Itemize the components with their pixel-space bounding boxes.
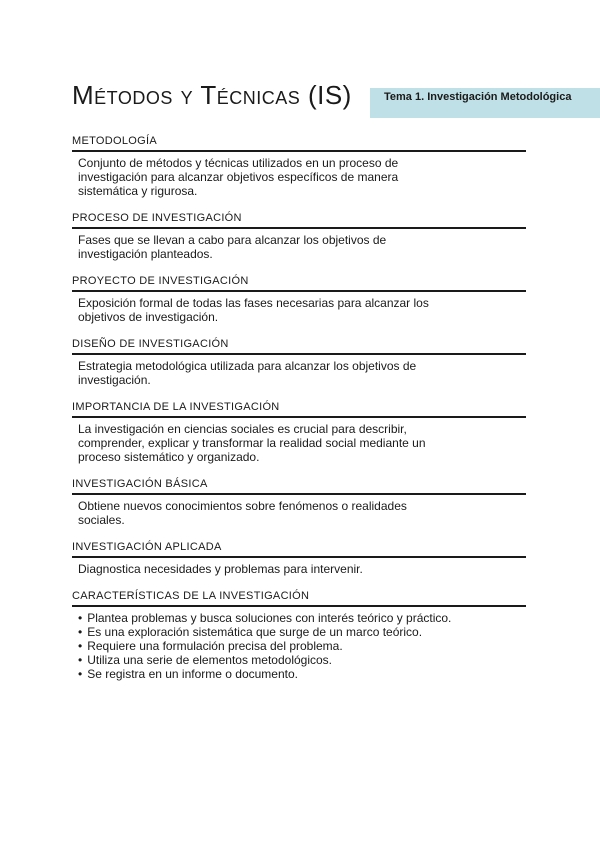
sections — [72, 134, 526, 694]
section-body — [72, 607, 526, 681]
list-item: • Es una exploración sistemática que surge de un marco teórico. — [78, 625, 526, 639]
body-line: objetivos de investigación. — [78, 310, 219, 324]
section-caracteristicas — [72, 589, 526, 681]
body-line: Diagnostica necesidades y problemas para intervenir. — [78, 562, 363, 576]
page-title: Métodos y Técnicas (IS) — [72, 80, 352, 110]
body-line: Estrategia metodológica utilizada para alcanzar los objetivos de — [78, 359, 417, 373]
section-label: PROCESO DE INVESTIGACIÓN — [72, 212, 242, 224]
body-line: investigación. — [78, 373, 151, 387]
section-proceso-de-investigacion — [72, 211, 526, 261]
section-body — [72, 495, 526, 527]
section-label: PROYECTO DE INVESTIGACIÓN — [72, 275, 249, 287]
body-line: investigación planteados. — [78, 247, 213, 261]
section-investigacion-basica — [72, 477, 526, 527]
body-line: Obtiene nuevos conocimientos sobre fenómenos o realidades — [78, 499, 407, 513]
section-importancia-de-la-investigacion — [72, 400, 526, 464]
section-label: IMPORTANCIA DE LA INVESTIGACIÓN — [72, 401, 280, 413]
body-line: Conjunto de métodos y técnicas utilizados en un proceso de — [78, 156, 399, 170]
section-metodologia — [72, 134, 526, 198]
section-body — [72, 229, 526, 261]
body-line: sistemática y rigurosa. — [78, 184, 198, 198]
body-line: Fases que se llevan a cabo para alcanzar los objetivos de — [78, 233, 387, 247]
list-item: • Requiere una formulación precisa del problema. — [78, 639, 526, 653]
section-label: CARACTERÍSTICAS DE LA INVESTIGACIÓN — [72, 590, 310, 602]
characteristics-list — [78, 611, 526, 681]
section-body — [72, 292, 526, 324]
section-diseno-de-investigacion — [72, 337, 526, 387]
body-line: sociales. — [78, 513, 125, 527]
section-label: DISEÑO DE INVESTIGACIÓN — [72, 338, 229, 350]
section-label: INVESTIGACIÓN APLICADA — [72, 541, 222, 553]
body-line: investigación para alcanzar objetivos específicos de manera — [78, 170, 399, 184]
section-body — [72, 418, 526, 464]
list-item: • Se registra en un informe o documento. — [78, 667, 526, 681]
section-label: METODOLOGÍA — [72, 135, 157, 147]
section-label: INVESTIGACIÓN BÁSICA — [72, 478, 208, 490]
list-item: • Utiliza una serie de elementos metodológicos. — [78, 653, 526, 667]
section-proyecto-de-investigacion — [72, 274, 526, 324]
section-body — [72, 152, 526, 198]
body-line: comprender, explicar y transformar la realidad social mediante un — [78, 436, 426, 450]
list-item: • Plantea problemas y busca soluciones con interés teórico y práctico. — [78, 611, 526, 625]
header — [72, 80, 600, 120]
body-line: La investigación en ciencias sociales es crucial para describir, — [78, 422, 407, 436]
section-investigacion-aplicada — [72, 540, 526, 576]
body-line: proceso sistemático y organizado. — [78, 450, 260, 464]
body-line: Exposición formal de todas las fases necesarias para alcanzar los — [78, 296, 429, 310]
topic-tag: Tema 1. Investigación Metodológica — [370, 88, 600, 118]
section-body — [72, 355, 526, 387]
section-body — [72, 558, 526, 576]
